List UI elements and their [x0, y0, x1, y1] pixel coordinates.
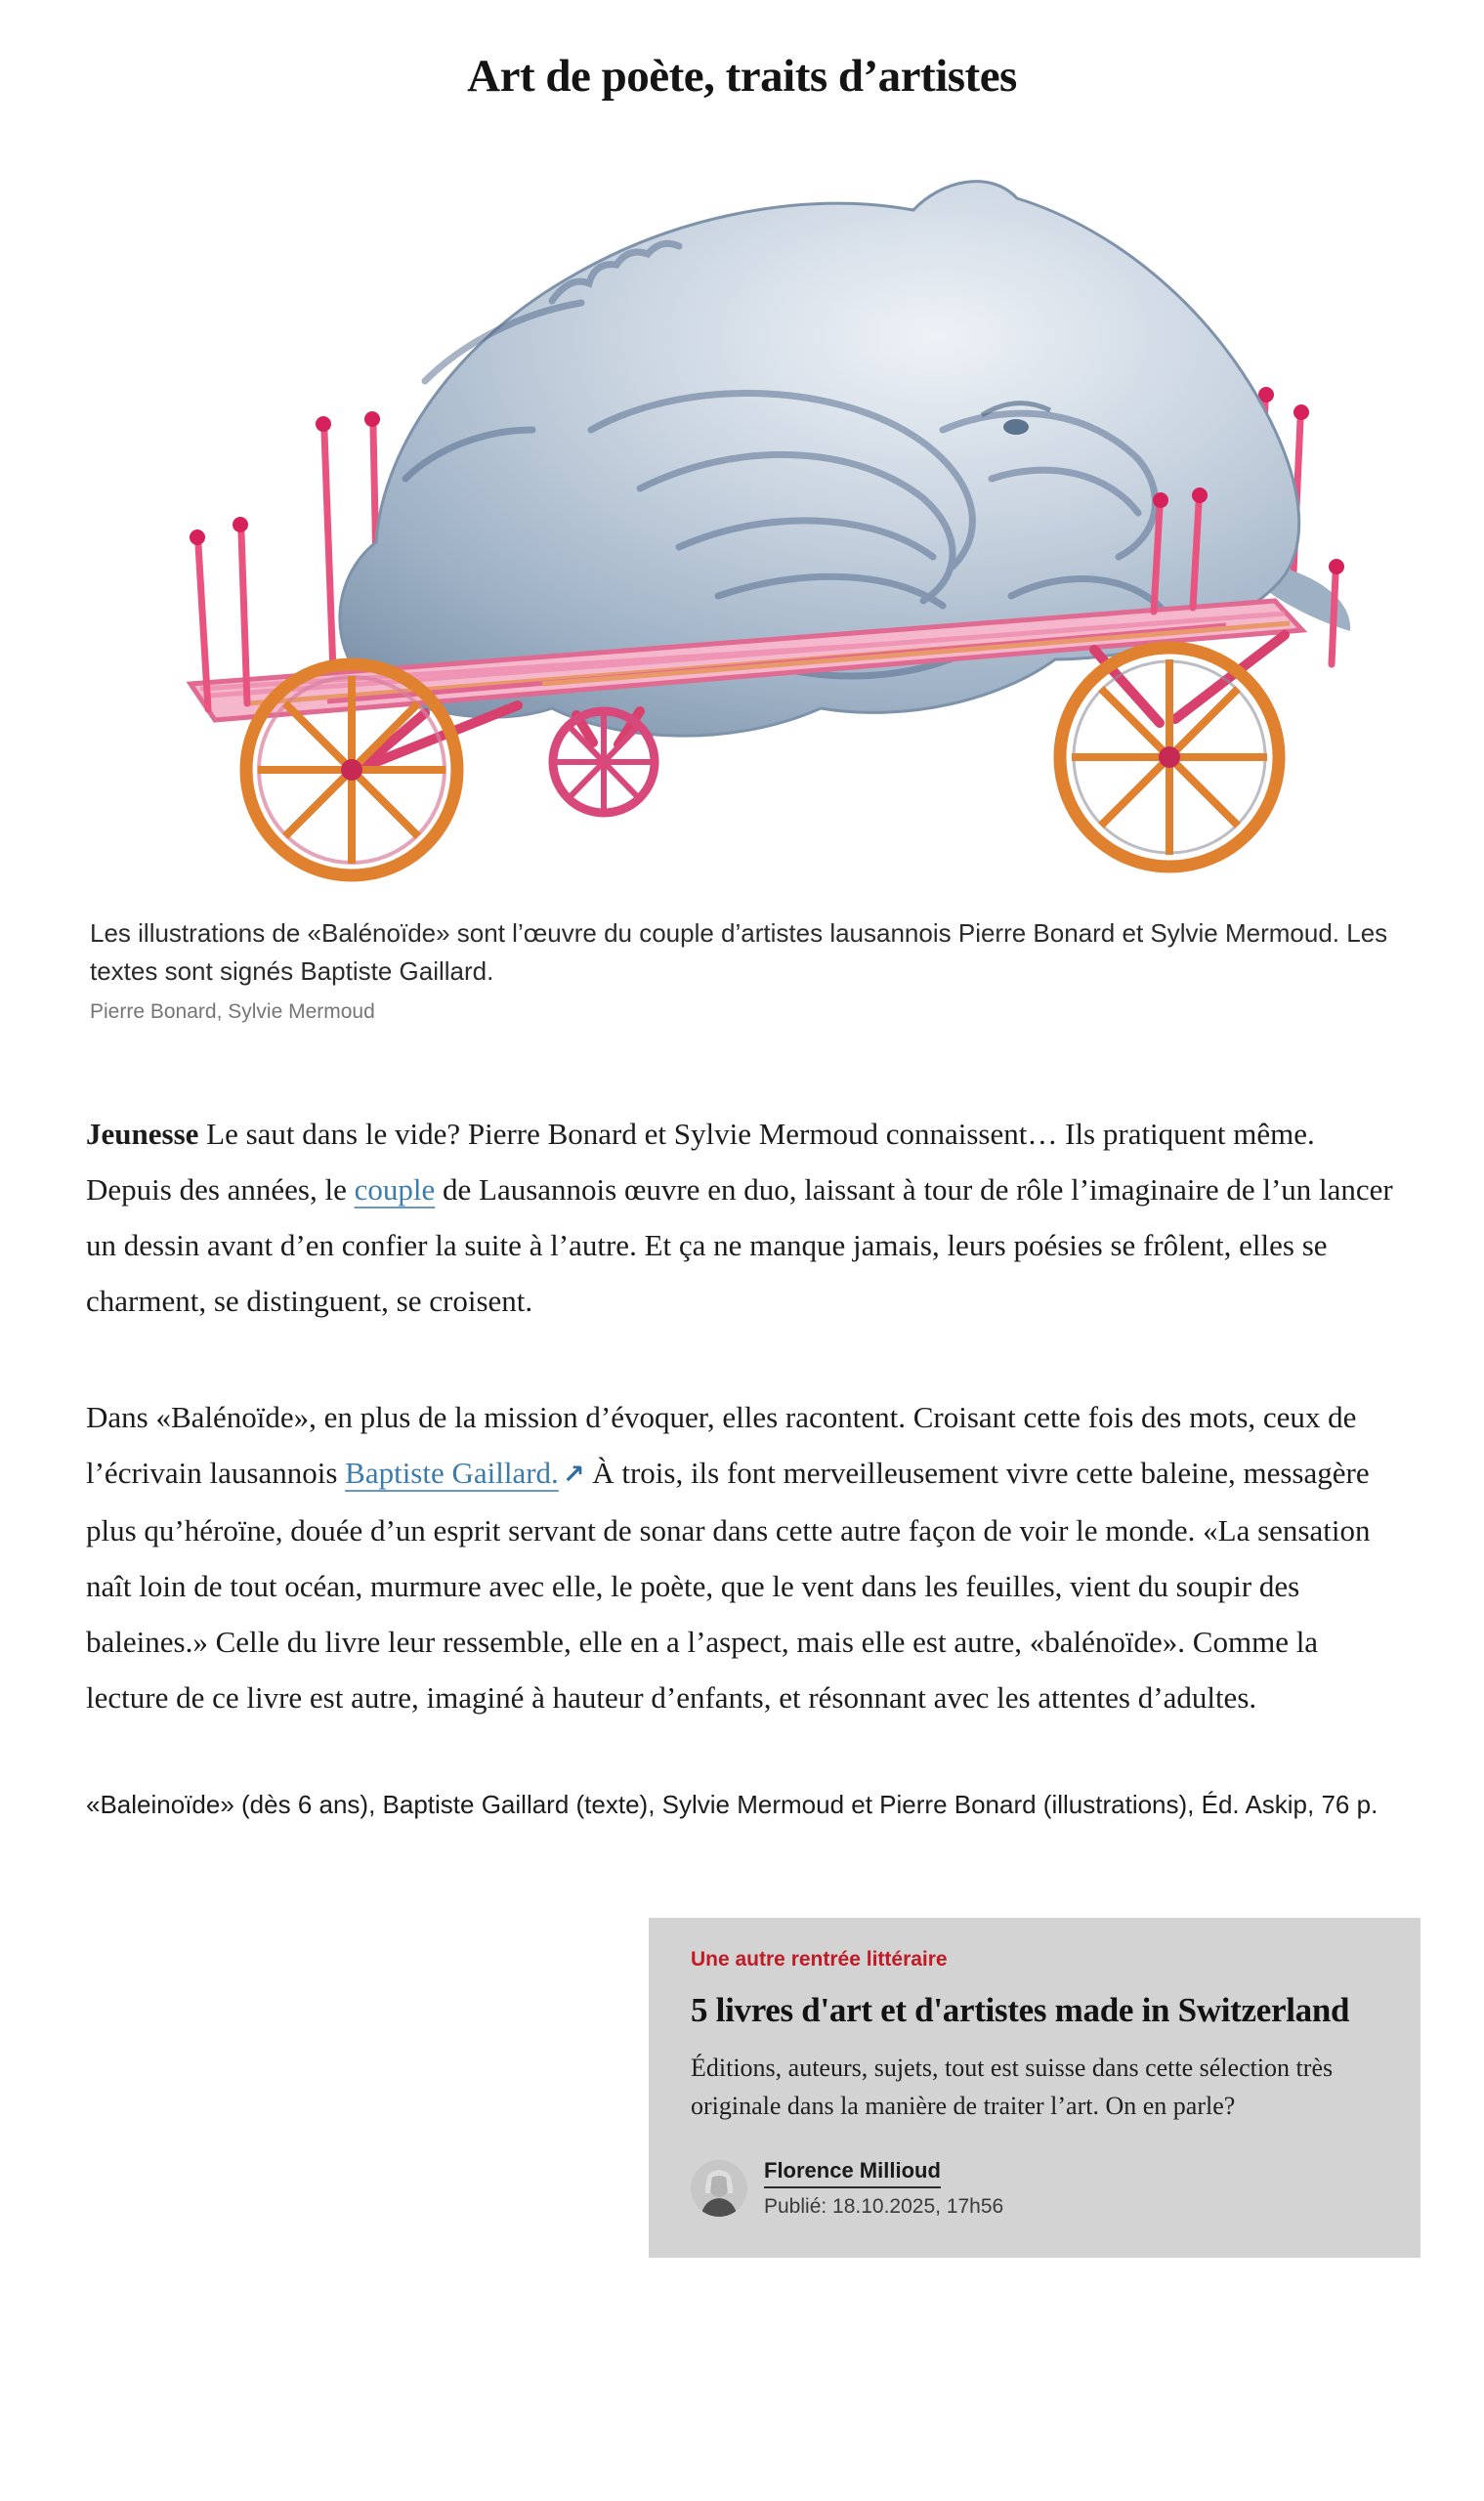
whale-on-cart-illustration — [132, 137, 1353, 889]
publish-date: Publié: 18.10.2025, 17h56 — [764, 2195, 1004, 2219]
author-byline — [691, 2158, 1376, 2219]
related-article-teaser[interactable] — [649, 1918, 1420, 2258]
paragraph-2-text-a: Dans «Balénoïde», en plus de la mission d’évoquer, elles racontent. Croisant cette fois des mots, ceux de l’écrivain lausannois — [86, 1399, 1357, 1490]
related-kicker: Une autre rentrée littéraire — [691, 1947, 948, 1971]
page-title: Art de poète, traits d’artistes — [467, 51, 1017, 102]
paragraph-1 — [86, 1106, 1400, 1329]
paragraph-2 — [86, 1389, 1400, 1725]
small-wheel — [553, 711, 655, 813]
external-link-icon[interactable]: ↗ — [562, 1459, 585, 1490]
baptiste-gaillard-link[interactable]: Baptiste Gaillard. — [345, 1455, 559, 1490]
rubric-lead-in: Jeunesse — [86, 1116, 199, 1151]
caption-text: Les illustrations de «Balénoïde» sont l’œuvre du couple d’artistes lausannois Pierre Bonard et Sylvie Mermoud. Les textes sont signés Baptiste Gaillard. — [90, 918, 1388, 987]
author-name-link[interactable]: Florence Millioud — [764, 2158, 941, 2188]
author-meta — [764, 2158, 1003, 2219]
paragraph-2-text-b: À trois, ils font merveilleusement vivre cette baleine, messagère plus qu’héroïne, douée d’un esprit servant de sonar dans cette autre façon de voir le monde. «La sensation naît loin de tout océan, murmure avec elle, le poète, que le vent dans les feuilles, vient du soupir des baleines.» Celle du livre leur ressemble, elle en a l’aspect, mais elle est autre, «balénoïde». Comme la lecture de ce livre est autre, imaginé à hauteur d’enfants, et résonnant avec les attentes d’adultes. — [86, 1455, 1371, 1715]
article-body — [86, 1106, 1400, 1725]
paragraph-1-text-a: Le saut dans le vide? Pierre Bonard et Sylvie Mermoud connaissent… Ils pratiquent même. Depuis des années, le — [86, 1116, 1315, 1207]
hero-figure — [0, 137, 1484, 1025]
related-title-link[interactable]: 5 livres d'art et d'artistes made in Switzerland — [691, 1990, 1350, 2029]
figure-caption — [90, 914, 1400, 1025]
couple-link[interactable]: couple — [354, 1171, 436, 1207]
related-description: Éditions, auteurs, sujets, tout est suisse dans cette sélection très originale dans la manière de traiter l’art. On en parle? — [691, 2054, 1334, 2121]
author-avatar — [691, 2160, 747, 2217]
paragraph-1-text-b: de Lausannois œuvre en duo, laissant à tour de rôle l’imaginaire de l’un lancer un dessin avant d’en confier la suite à l’autre. Et ça ne manque jamais, leurs poésies se frôlent, elles se charment, se distinguent, se croisent. — [86, 1171, 1393, 1318]
right-wheel — [1060, 648, 1279, 867]
book-reference: «Baleinoïde» (dès 6 ans), Baptiste Gaillard (texte), Sylvie Mermoud et Pierre Bonard (illustrations), Éd. Askip, 76 p. — [86, 1789, 1378, 1819]
photo-credit: Pierre Bonard, Sylvie Mermoud — [90, 1000, 375, 1024]
whale-eye — [1003, 419, 1029, 435]
left-wheel — [246, 664, 457, 875]
